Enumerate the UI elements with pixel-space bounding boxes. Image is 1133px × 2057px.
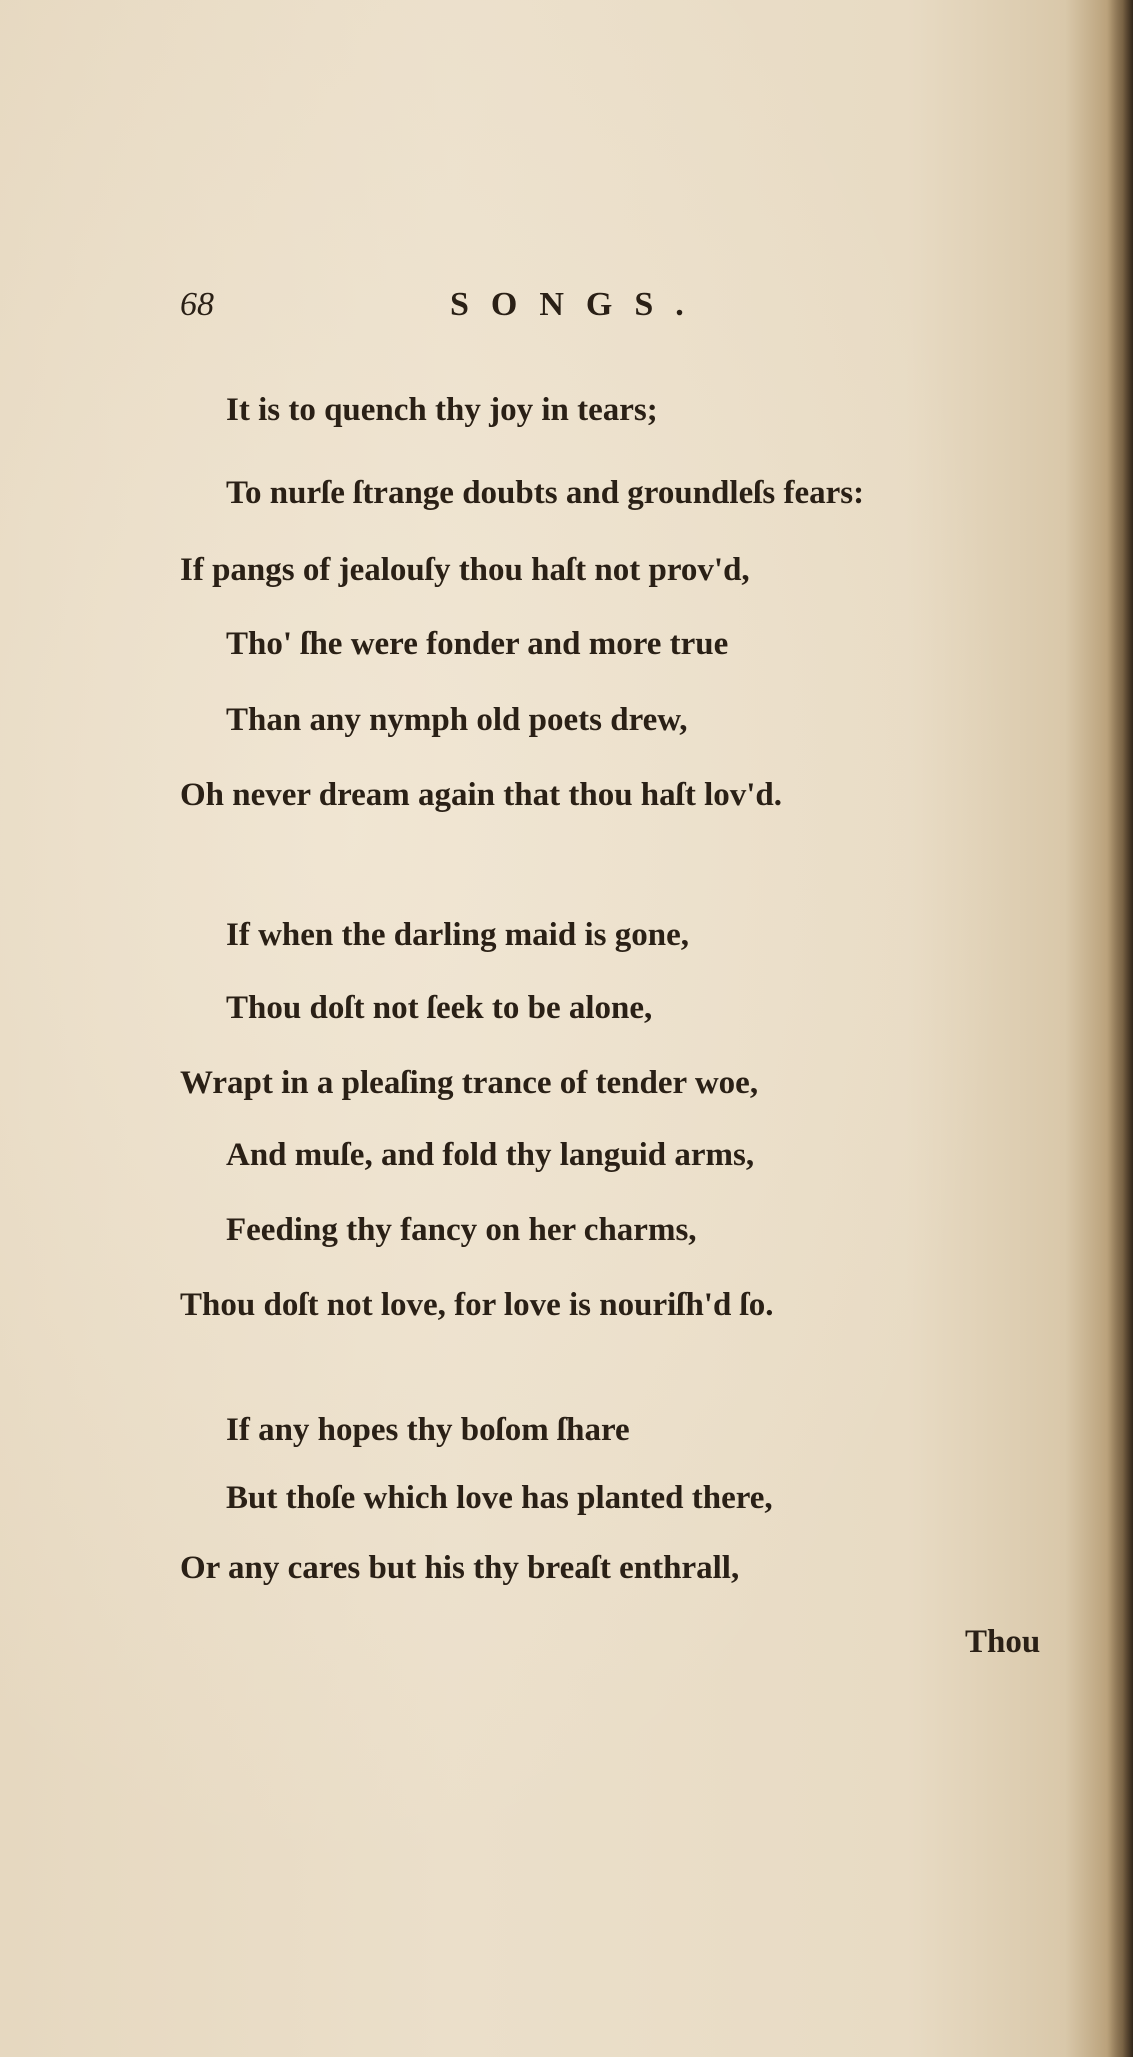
poem-line: Thou doſt not ſeek to be alone, bbox=[226, 990, 653, 1026]
poem-line: Than any nymph old poets drew, bbox=[226, 702, 688, 738]
poem-line: If any hopes thy boſom ſhare bbox=[226, 1412, 630, 1448]
poem-line: And muſe, and fold thy languid arms, bbox=[226, 1137, 755, 1173]
poem-line: Feeding thy fancy on her charms, bbox=[226, 1212, 697, 1248]
page-number: 68 bbox=[180, 286, 214, 323]
page-header bbox=[180, 286, 780, 336]
poem-line: Oh never dream again that thou haſt lov'd. bbox=[180, 777, 783, 813]
poem-line: If when the darling maid is gone, bbox=[226, 917, 689, 953]
poem-line: But thoſe which love has planted there, bbox=[226, 1480, 773, 1516]
poem-line: It is to quench thy joy in tears; bbox=[226, 392, 658, 428]
catchword: Thou bbox=[965, 1624, 1041, 1660]
poem-line: To nurſe ſtrange doubts and groundleſs fears: bbox=[226, 475, 865, 511]
poem-line: Thou doſt not love, for love is nouriſh'd ſo. bbox=[180, 1287, 774, 1323]
poem-line: Tho' ſhe were fonder and more true bbox=[226, 626, 729, 662]
page-edge-shadow bbox=[1107, 0, 1133, 2057]
poem-line: If pangs of jealouſy thou haſt not prov'd, bbox=[180, 552, 750, 588]
poem-line: Wrapt in a pleaſing trance of tender woe, bbox=[180, 1065, 759, 1101]
poem-line: Or any cares but his thy breaſt enthrall, bbox=[180, 1550, 740, 1586]
running-head: SONGS. bbox=[450, 286, 706, 323]
